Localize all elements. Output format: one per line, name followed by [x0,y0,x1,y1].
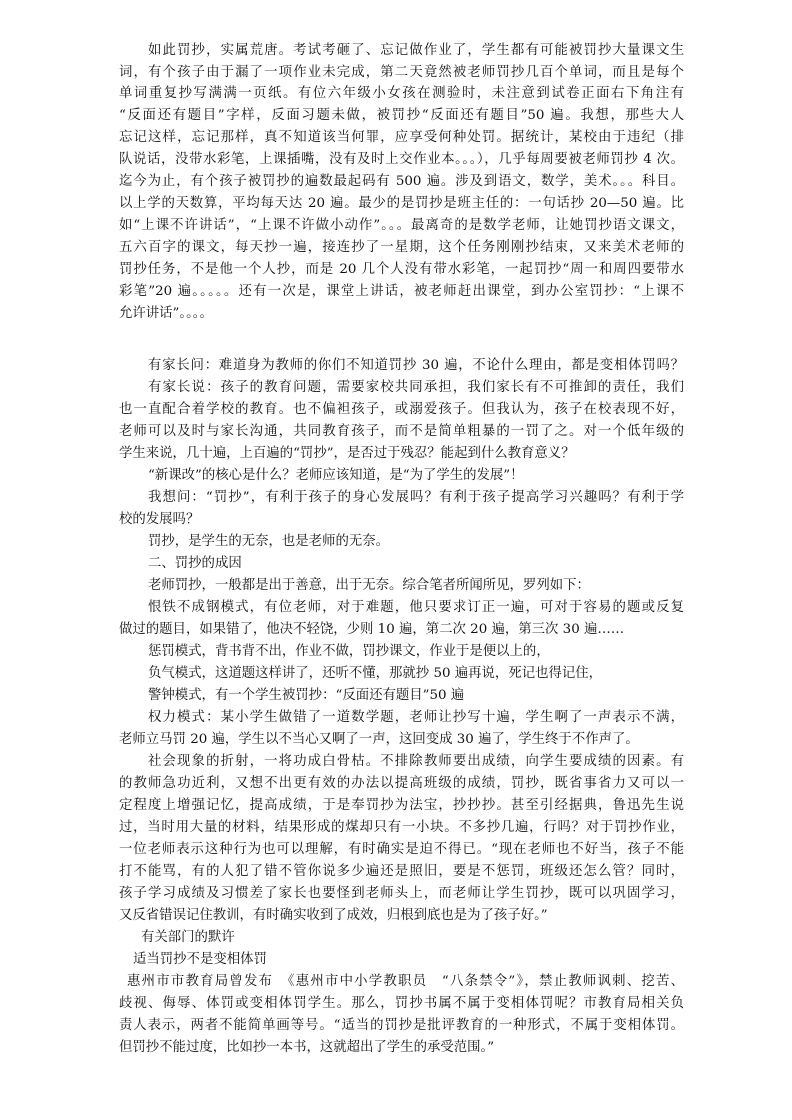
text-line: 老师罚抄，一般都是出于善意，出于无奈。综合笔者所闻所见，罗列如下： [148,578,590,593]
text-line: 定程度上增强记忆，提高成绩，于是奉罚抄为法宝，抄抄抄。甚至引经据典，鲁迅先生说 [119,798,684,813]
section-heading: 适当罚抄不是变相体罚 [133,952,267,967]
text-line: 允许讲话”。。。。 [119,306,213,321]
text-line: 如“上课不许讲话”，“上课不许做小动作”。。。最离奇的是数学老师，让她罚抄语文课文， [119,218,684,233]
text-line: 老师立马罚 20 遍，学生以不当心又啊了一声，这回变成 30 遍了，学生终于不作声了。 [119,732,639,747]
text-line: 忘记这样，忘记那样，真不知道该当何罪，应享受何种处罚。据统计，某校由于违纪（排 [119,130,684,145]
text-line: 的教师急功近利，又想不出更有效的办法以提高班级的成绩，罚抄，既省事省力又可以一 [119,776,684,791]
text-line: 词，有个孩子由于漏了一项作业未完成，第二天竟然被老师罚抄几百个单词，而且是每个 [119,65,684,80]
text-line: 做过的题目，如果错了，他决不轻饶，少则 10 遍，第二次 20 遍，第三次 30 遍…… [119,622,625,637]
text-line: 社会现象的折射，一将功成白骨枯。不排除教师要出成绩，向学生要成绩的因素。有 [148,754,684,769]
text-line: 过，当时用大量的材料，结果形成的煤却只有一小块。不多抄几遍，行吗？对于罚抄作业， [119,820,684,835]
text-line: 一位老师表示这种行为也可以理解，有时确实是迫不得已。“现在老师也不好当，孩子不能 [119,842,684,857]
text-line: 权力模式：某小学生做错了一道数学题，老师让抄写十遍，学生啊了一声表示不满， [148,710,684,725]
text-line: 惩罚模式，背书背不出，作业不做，罚抄课文，作业于是便以上的， [148,644,550,659]
text-line: 迄今为止，有个孩子被罚抄的遍数最起码有 500 遍。涉及到语文，数学，美术。。。科目。 [119,174,684,189]
text-line: 有家长问：难道身为教师的你们不知道罚抄 30 遍，不论什么理由，都是变相体罚吗？ [148,358,684,373]
text-line: 如此罚抄，实属荒唐。考试考砸了、忘记做作业了，学生都有可能被罚抄大量课文生 [148,43,684,58]
text-line: 恨铁不成钢模式，有位老师，对于难题，他只要求订正一遍，可对于容易的题或反复 [148,600,684,615]
text-line: 孩子学习成绩及习惯差了家长也要怪到老师头上，而老师让学生罚抄，既可以巩固学习， [119,886,684,901]
text-line: 彩笔”20 遍。。。。。还有一次是，课堂上讲话，被老师赶出课堂，到办公室罚抄：“上课不 [119,284,684,299]
text-line: 歧视、侮辱、体罚或变相体罚学生。那么，罚抄书属不属于变相体罚呢？市教育局相关负 [119,996,684,1011]
text-line: 又反省错误记住教训，有时确实收到了成效，归根到底也是为了孩子好。” [119,908,548,923]
text-line: 罚抄，是学生的无奈，也是老师的无奈。 [148,534,390,549]
text-line: 单词重复抄写满满一页纸。有位六年级小女孩在测验时，未注意到试卷正面右下角注有 [119,86,684,101]
text-line: 我想问：“罚抄”，有利于孩子的身心发展吗？有利于孩子提高学习兴趣吗？有利于学 [148,490,684,505]
text-line: 五六百字的课文，每天抄一遍，接连抄了一星期，这个任务刚刚抄结束，又来美术老师的 [119,240,684,255]
text-line: 责人表示，两者不能简单画等号。“适当的罚抄是批评教育的一种形式，不属于变相体罚。 [119,1018,684,1033]
text-line: “反面还有题目”字样，反面习题未做，被罚抄“反面还有题目”50 遍。我想，那些大人 [119,108,684,123]
text-line: 以上学的天数算，平均每天达 20 遍。最少的是罚抄是班主任的：一句话抄 20—50 遍。比 [119,196,684,211]
text-line: 有家长说：孩子的教育问题，需要家校共同承担，我们家长有不可推卸的责任，我们 [148,380,684,395]
text-line: 罚抄任务，不是他一个人抄，而是 20 几个人没有带水彩笔，一起罚抄“周一和周四要带水 [119,262,684,277]
text-line: 警钟模式，有一个学生被罚抄：“反面还有题目”50 遍 [148,688,465,703]
section-heading: 有关部门的默许 [141,930,235,945]
text-line: 老师可以及时与家长沟通，共同教育孩子，而不是简单粗暴的一罚了之。对一个低年级的 [119,424,684,439]
text-line: 校的发展吗？ [119,512,200,527]
text-line: 也一直配合着学校的教育。也不偏袒孩子，或溺爱孩子。但我认为，孩子在校表现不好， [119,402,684,417]
text-line: 负气模式，这道题这样讲了，还听不懂，那就抄 50 遍再说，死记也得记住， [148,666,603,681]
text-line: “新课改”的核心是什么？老师应该知道，是“为了学生的发展”！ [148,468,524,483]
text-line: 惠州市市教育局曾发布 《惠州市中小学教职员 “八条禁令”》，禁止教师讽刺、挖苦、 [127,974,684,989]
text-line: 打不能骂，有的人犯了错不管你说多少遍还是照旧，要是不惩罚，班级还怎么管？同时， [119,864,684,879]
section-heading: 二、罚抄的成因 [148,556,242,571]
text-line: 学生来说，几十遍，上百遍的“罚抄”，是否过于残忍？能起到什么教育意义？ [119,446,575,461]
text-line: 队说话，没带水彩笔，上课插嘴，没有及时上交作业本。。。），几乎每周要被老师罚抄 4 次。 [119,152,684,167]
text-line: 但罚抄不能过度，比如抄一本书，这就超出了学生的承受范围。” [119,1040,495,1055]
